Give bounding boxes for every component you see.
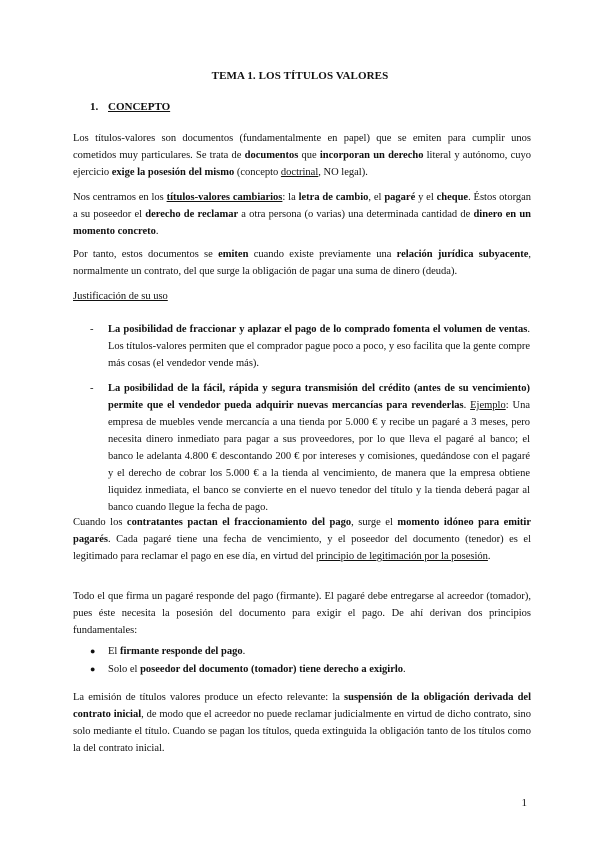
- paragraph-emision: [73, 246, 531, 280]
- text: : Una empresa de muebles vende mercancía a una tienda por 5.000 € y recibe un pagaré a 3 meses, pero necesita dinero inmediato para pagar a sus proveedores, por lo que lleva el pagaré al banco; el banco le adelanta 4.800 € descontando 200 € por intereses y comisiones, quedándose con el pagaré y el derecho de cobrar los 5.000 € a la tienda al vencimiento, de manera que la empresa obtiene liquidez inmediata, el banco se convierte en el nuevo tenedor del título y la tienda deberá pagar al banco cuando llegue la fecha de pago.: [108, 400, 530, 513]
- bullet-marker: ●: [90, 664, 96, 674]
- text: .: [403, 664, 406, 675]
- text: Los títulos-valores son documentos (fundamentalmente en papel) que se emiten para cumplir unos cometidos muy particulares. Se trata de: [73, 133, 531, 161]
- text: literal y autónomo, cuyo ejercicio: [73, 150, 531, 178]
- text: Cuando los: [73, 517, 127, 528]
- bold-text: documentos: [244, 150, 299, 161]
- list-item-text: [108, 380, 530, 516]
- text: cuando existe previamente una: [248, 249, 397, 260]
- bold-text: derecho de reclamar: [145, 209, 239, 220]
- bold-text: pagaré: [384, 192, 416, 203]
- text: Por tanto, estos documentos se: [73, 249, 219, 260]
- text: . Cada pagaré tiene una fecha de vencimiento, y el poseedor del documento (tenedor) es el legitimado para reclamar el pago en ese día, en virtud del: [73, 534, 531, 562]
- bold-text: suspensión de la obligación derivada del contrato inicial: [73, 692, 531, 720]
- text: .: [487, 551, 491, 562]
- list-item-text: [108, 321, 530, 372]
- list-item: [90, 380, 530, 516]
- bullet-item: [90, 643, 245, 660]
- page-number: 1: [521, 797, 527, 809]
- text: (concepto: [234, 167, 281, 178]
- text: . Éstos otorgan a su poseedor el: [73, 192, 532, 220]
- text: Solo el: [108, 664, 141, 675]
- text: . Los títulos-valores permiten que el comprador pague poco a poco, y eso facilita que la gente compre más cosas (el vendedor vende más).: [108, 324, 530, 369]
- bold-text: La posibilidad de fraccionar y aplazar el pago de lo comprado fomenta el volumen de ventas: [108, 324, 528, 335]
- text: , NO legal).: [318, 167, 368, 178]
- text: .: [463, 400, 471, 411]
- paragraph-cambiarios: [73, 189, 531, 240]
- underlined-text: doctrinal: [280, 167, 319, 178]
- text: a otra persona (o varias) una determinada cantidad de: [238, 209, 474, 220]
- dash-marker: -: [90, 383, 94, 394]
- text: que: [298, 150, 320, 161]
- paragraph-suspension: [73, 689, 531, 757]
- section-heading: [90, 101, 170, 113]
- document-title: TEMA 1. LOS TÍTULOS VALORES: [211, 70, 389, 82]
- text: : la: [282, 192, 299, 203]
- underlined-text: Ejemplo: [470, 400, 506, 411]
- bold-text: dinero en un momento concreto: [73, 209, 531, 237]
- bold-text: La posibilidad de la fácil, rápida y segura transmisión del crédito (antes de su vencimiento) permite que el vendedor pueda adquirir nuevas mercancías para revenderlas: [108, 383, 530, 411]
- bold-text: cheque: [436, 192, 469, 203]
- paragraph-definition: [73, 130, 531, 181]
- bold-text: poseedor del documento (tomador) tiene derecho a exigirlo: [140, 664, 404, 675]
- text: .: [242, 646, 246, 657]
- text: , de modo que el acreedor no puede reclamar judicialmente en virtud de dicho contrato, sino solo mediante el título. Cuando se pagan los títulos, queda extinguida la obligación tanto de los títulos como la del contrato inicial.: [73, 709, 531, 754]
- bold-text: firmante responde del pago: [119, 646, 243, 657]
- bullet-marker: ●: [90, 646, 96, 656]
- bold-underlined-text: títulos-valores cambiarios: [166, 192, 283, 203]
- text: La emisión de títulos valores produce un efecto relevante: la: [73, 692, 345, 703]
- bold-text: contratantes pactan el fraccionamiento del pago: [126, 517, 352, 528]
- section-label: CONCEPTO: [108, 101, 171, 113]
- bold-text: momento idóneo para emitir pagarés: [73, 517, 531, 545]
- bold-text: emiten: [218, 249, 249, 260]
- bullet-item: [90, 661, 406, 678]
- section-number: 1.: [90, 101, 99, 113]
- bold-text: incorporan un derecho: [319, 150, 424, 161]
- text: y el: [415, 192, 437, 203]
- bold-text: letra de cambio: [298, 192, 369, 203]
- text: , el: [368, 192, 385, 203]
- dash-marker: -: [90, 324, 94, 335]
- text: Nos centramos en los: [73, 192, 167, 203]
- paragraph-firmante: Todo el que firma un pagaré responde del pago (firmante). El pagaré debe entregarse al acreedor (tomador), pues éste necesita la posesión del documento para exigir el pago. De ahí derivan dos principios fundamentales:: [73, 591, 531, 636]
- list-item: [90, 321, 530, 372]
- underlined-text: principio de legitimación por la posesión: [316, 551, 488, 562]
- bold-text: relación jurídica subyacente: [396, 249, 529, 260]
- justificacion-heading: Justificación de su uso: [73, 291, 168, 302]
- text: El: [108, 646, 120, 657]
- text: , normalmente un contrato, del que surge la obligación de pagar una suma de dinero (deuda).: [73, 249, 531, 277]
- text: , surge el: [351, 517, 398, 528]
- bold-text: exige la posesión del mismo: [111, 167, 235, 178]
- paragraph-fraccionamiento: [73, 514, 531, 565]
- text: .: [155, 226, 159, 237]
